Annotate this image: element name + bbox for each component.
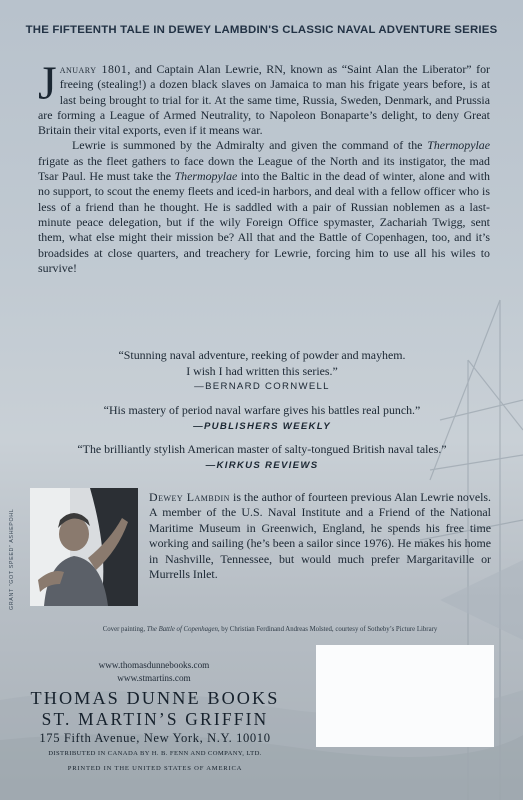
cover-credit-prefix: Cover painting, <box>102 626 147 633</box>
publisher-address: 175 Fifth Avenue, New York, N.Y. 10010 <box>39 731 271 745</box>
blurb-paragraph-2 <box>38 138 490 276</box>
quote-cornwell <box>36 348 488 395</box>
quote-text: “The brilliantly stylish American master of salty-tongued British naval tales.” <box>77 442 447 456</box>
quote-attribution: —BERNARD CORNWELL <box>194 381 330 392</box>
blurb-paragraph-1 <box>38 57 490 138</box>
publisher-urls <box>44 659 264 684</box>
printed-note: PRINTED IN THE UNITED STATES OF AMERICA <box>67 765 243 772</box>
quote-publishers-weekly <box>36 403 488 434</box>
drop-cap: J <box>38 57 57 110</box>
blurb-p2-a: Lewrie is summoned by the Admiralty and given the command of the <box>72 138 428 153</box>
quote-attribution: —KIRKUS REVIEWS <box>205 459 319 471</box>
distribution-note: DISTRIBUTED IN CANADA BY H. B. FENN AND COMPANY, LTD. <box>48 750 262 757</box>
photo-credit: GRANT “GOT SPEED” ASHEPOHL <box>9 508 15 610</box>
blurb-p2-c: into the Baltic in the dead of winter, alone and with no support, to scout the enemy fleets and iced-in harbors, and deal with a fellow officer who is less of a friend than he thought. He is saddled with a pair of Russian noblemen as a last-minute peace delegation, but if the wily Foreign Office spymaster, Zachariah Twigg, sent them, what else might their mission be? All that and the Battle of Copenhagen, too, and it’s broadsides at close quarters, and treachery for Lewrie, forcing him to use all his wiles to survive! <box>38 169 490 275</box>
cover-credit-suffix: , by Christian Ferdinand Andreas Molsted, courtesy of Sotheby’s Picture Library <box>217 626 438 633</box>
publisher-name: THOMAS DUNNE BOOKS <box>30 688 280 708</box>
blurb-p1-text: , and Captain Alan Lewrie, RN, known as “Saint Alan the Liberator” for freeing (stealing!) a dozen black slaves on Jamaica to man his frigate years before, is at last being brought to trial for it. At the same time, Russia, Sweden, Denmark, and Prussia are forming a League of Armed Neutrality, to Napoleon Bonaparte’s delight, to deny Great Britain their vital exports, even if it means war. <box>38 62 490 138</box>
quote-text: “Stunning naval adventure, reeking of powder and mayhem. <box>118 348 406 362</box>
blurb-p2-b: frigate as the fleet gathers to face down the League of the North and its instigator, the mad Tsar Paul. He must take the <box>38 153 490 184</box>
author-bio <box>149 490 491 582</box>
imprint-name: ST. MARTIN’S GRIFFIN <box>41 709 269 729</box>
ship-name: Thermopylae <box>174 169 238 184</box>
publisher-block <box>30 687 280 774</box>
barcode-area <box>316 645 494 747</box>
quote-text: I wish I had written this series.” <box>186 363 338 378</box>
url-thomasdunne: www.thomasdunnebooks.com <box>98 660 210 670</box>
quote-kirkus <box>36 442 488 473</box>
author-name: Dewey Lambdin <box>149 490 230 504</box>
quote-text: “His mastery of period naval warfare gives his battles real punch.” <box>103 403 421 417</box>
cover-credit <box>40 626 500 633</box>
author-bio-text: is the author of fourteen previous Alan Lewrie novels. A member of the U.S. Naval Institute and a Friend of the National Maritime Museum in Greenwich, England, he spends his free time working and sailing (he’s been a sailor since 1976). He makes his home in Nashville, Tennessee, but would much prefer Margaritaville or Murrells Inlet. <box>149 490 491 582</box>
blurb-lead: anuary 1801 <box>59 62 128 76</box>
url-stmartins: www.stmartins.com <box>117 672 191 683</box>
ship-name: Thermopylae <box>427 138 490 153</box>
painting-title: The Battle of Copenhagen <box>146 626 218 633</box>
series-headline: THE FIFTEENTH TALE IN DEWEY LAMBDIN'S CLASSIC NAVAL ADVENTURE SERIES <box>25 24 498 36</box>
author-photo <box>30 488 138 606</box>
quote-attribution: —PUBLISHERS WEEKLY <box>193 420 331 432</box>
blurb <box>38 57 490 276</box>
author-photo-icon <box>30 488 138 606</box>
